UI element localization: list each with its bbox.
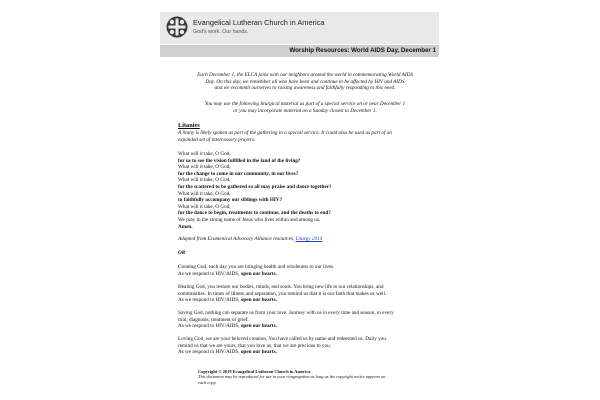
copyright: Copyright © 2019 Evangelical Lutheran Church in America	[198, 369, 311, 374]
intro-paragraph-1: Each December 1, the ELCA joins with our neighbors around the world in commemorating World AIDS Day. On this day, we remember all who have been and continue to be affected by HIV and AIDS and we recommit ourselves to raising awareness and faithfully responding to this need.	[197, 72, 413, 92]
attribution: Adapted from Ecumenical Advocacy Alliance resources, Liturgy 2014	[178, 236, 323, 242]
elca-logo-icon	[166, 16, 188, 38]
prayer-response: As we respond to HIV/AIDS, open our hearts.	[178, 349, 277, 356]
litany-line: What will it take, O God,	[178, 177, 231, 184]
prayer-block: Creating God, each day you are bringing health and wholeness to our lives. As we respond to HIV/AIDS, open our hearts.	[178, 264, 432, 277]
liturgy-link[interactable]: Liturgy 2014	[295, 236, 323, 242]
section-heading-litanies: Litanies	[178, 122, 200, 129]
litany-line: for us to see the vision fulfilled in the land of the living?	[178, 157, 301, 164]
litany-line: for the dance to begin, treatments to continue, and the deaths to end?	[178, 210, 331, 217]
prayer-block: Loving God, we are your beloved creation. You have called us by name and redeemed us. Daily you remind us that we are yours, that you love us, that we are precious to you. As we respond to HIV/AIDS, open our hearts.	[178, 336, 432, 356]
prayer-block: Healing God, you restore our bodies, minds, and souls. You bring new life to our relationships, and communities. In times of illness and separation, you remind us that it is our faith that makes us well. As we respond to HIV/AIDS, open our hearts.	[178, 284, 432, 304]
litany-line: for the scattered to be gathered so all may praise and dance together?	[178, 183, 332, 190]
prayer-response: As we respond to HIV/AIDS, open our hearts.	[178, 297, 277, 304]
org-name: Evangelical Lutheran Church in America	[193, 18, 325, 27]
or-label: OR	[178, 250, 186, 256]
litany-text	[178, 151, 432, 230]
title-banner	[160, 45, 439, 57]
litany-line: What will it take, O God,	[178, 190, 231, 197]
litany-line: to faithfully accompany our siblings with HIV?	[178, 197, 283, 204]
page-title: Worship Resources: World AIDS Day, December 1	[289, 47, 436, 54]
prayer-block: Saving God, nothing can separate us from your love. Journey with us in every time and season, in every trial, diagnosis, treatment or grief. As we respond to HIV/AIDS, open our hearts.	[178, 310, 432, 330]
intro-paragraph-2: You may use the following liturgical material as part of a special service on or near December 1 or you may incorporate material on a Sunday closest to December 1.	[204, 101, 406, 114]
litany-line: Amen.	[178, 223, 193, 230]
tagline: God's work. Our hands.	[193, 29, 249, 35]
litany-line: We pray in the strong name of Jesus who lives within and among us.	[178, 216, 321, 223]
header-box	[160, 12, 439, 44]
litany-line: for the change to come in our community, in our lives?	[178, 170, 299, 177]
litany-note: A litany is likely spoken as part of the gathering in a special service. It could also be used as part of an expanded set of intercessory prayers.	[178, 130, 392, 143]
litany-line: What will it take, O God,	[178, 164, 231, 171]
prayer-response: As we respond to HIV/AIDS, open our hearts.	[178, 270, 277, 277]
prayer-response: As we respond to HIV/AIDS, open our hearts.	[178, 323, 277, 330]
footer: Copyright © 2019 Evangelical Lutheran Church in America This document may be reproduced for use in your congregation as long as the copyright notice appears on each copy.	[198, 369, 418, 385]
litany-line: What will it take, O God,	[178, 151, 231, 157]
litany-line: What will it take, O God,	[178, 203, 231, 210]
